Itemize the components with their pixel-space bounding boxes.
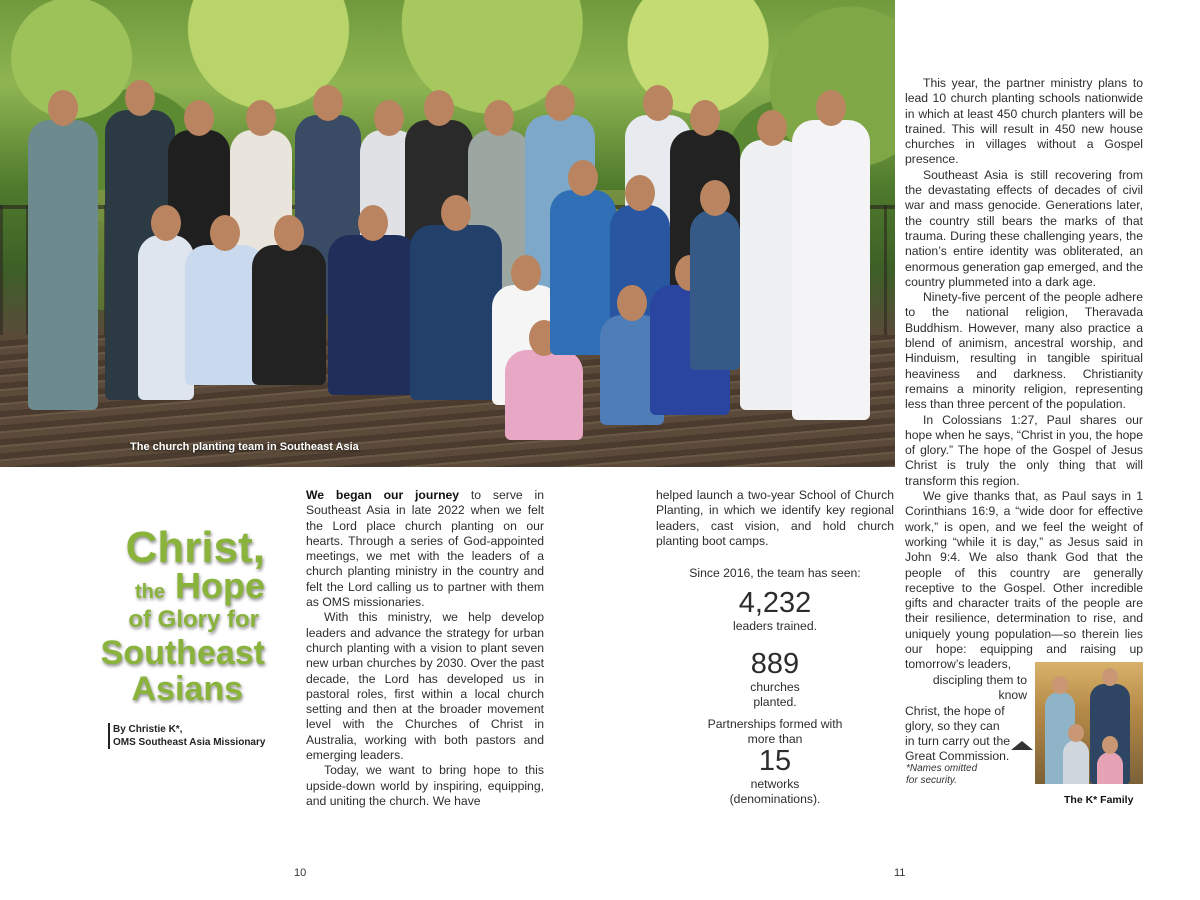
page-number-right: 11 [894, 867, 906, 879]
byline-role: OMS Southeast Asia Missionary [113, 737, 266, 748]
col3-paragraph-4: In Colossians 1:27, Paul shares our hope when he says, “Christ in you, the hope of glory.” The hope of the Gospel of Jesus Christ is truly the only thing that will transform this region. [905, 412, 1143, 488]
stat-label: churches planted. [750, 680, 800, 709]
title-line-1: Christ, [125, 523, 265, 572]
note-line: *Names omitted [906, 763, 978, 774]
article-title [40, 523, 265, 708]
byline [108, 723, 265, 749]
body-column-3 [905, 76, 1143, 673]
security-note [906, 763, 977, 787]
col3-wrap-line: in turn carry out the [905, 734, 1010, 749]
body-column-1 [306, 488, 544, 809]
body-column-2 [656, 488, 894, 549]
col3-wrap-line: Great Commission. [905, 749, 1010, 764]
team-photo [0, 0, 895, 467]
photo-people [20, 60, 880, 460]
byline-author: By Christie K*, [113, 724, 183, 735]
col1-paragraph-2: With this ministry, we help develop leaders and advance the strategy for urban church planting with a vision to plant seven new urban churches by 2030. Over the past decade, the Lord has developed us in pastoral roles, first within a local church setting and then at the broader movement level with the Churches of Christ in Australia, working with both pastors and emerging leaders. [306, 610, 544, 763]
stat-number: 15 [758, 745, 792, 777]
col3-paragraph-5: We give thanks that, as Paul says in 1 Corinthians 16:9, a “wide door for effective work,” is open, and we feel the weight of working “while it is day,” as Jesus said in John 9:4. We also thank God that the people of this country are generally receptive to the Gospel. Other incredible gifts and character traits of the people are their resilience, determination to rise, and uniquely young population—so therein lies our hope: equipping and raising up tomorrow’s leaders, [905, 489, 1143, 672]
stat-label: leaders trained. [732, 619, 817, 633]
title-line-3: of Glory for [128, 606, 259, 633]
stat-churches [730, 649, 820, 709]
note-line: for security. [906, 775, 957, 786]
col3-wrap-line: glory, so they can [905, 718, 1000, 733]
stat-label: networks (denominations). [729, 777, 821, 806]
col2-paragraph-1: helped launch a two-year School of Church Planting, in which we identify key regional leaders, cast vision, and hold church planting boot camps. [656, 488, 894, 548]
title-line-2 [40, 565, 265, 606]
title-line-5: Asians [131, 670, 243, 708]
title-line-2-big: Hope [175, 565, 265, 606]
stat-networks [705, 717, 845, 806]
stat-prefix: Partnerships formed with more than [707, 717, 843, 746]
col1-lead-in: We began our journey [306, 488, 460, 502]
stat-number: 889 [750, 648, 800, 680]
stat-number: 4,232 [738, 587, 812, 619]
col1-paragraph-1 [306, 488, 544, 610]
col3-wrap-text [905, 673, 1027, 765]
col3-wrap-line: discipling them to know [932, 673, 1027, 703]
photo-caption: The church planting team in Southeast Asia [130, 441, 359, 453]
col3-wrap-line: Christ, the hope of [905, 703, 1005, 718]
title-line-2-small: the [134, 581, 165, 603]
stat-leaders [700, 588, 850, 634]
stats-intro: Since 2016, the team has seen: [689, 566, 861, 580]
col3-paragraph-1: This year, the partner ministry plans to lead 10 church planting schools nationwide in which at least 450 church planters will be trained. This will result in 450 new house churches in villages without a Gospel presence. [905, 76, 1143, 167]
col1-paragraph-1-text: to serve in Southeast Asia in late 2022 when we felt the Lord place church planting on our hearts. Through a series of God-appointed meetings, we met with the leaders of a church planting ministry in the country and felt the Lord calling us to partner with them as OMS missionaries. [306, 488, 544, 610]
col3-paragraph-2: Southeast Asia is still recovering from the devastating effects of decades of civil war and mass genocide. Generations later, the country still bears the marks of that trauma. During these challenging years, the nation’s entire identity was obliterated, an enormous generation gap emerged, and the country plummeted into a dark age. [905, 167, 1143, 289]
title-line-4: Southeast [100, 634, 265, 672]
family-photo-caption: The K* Family [1064, 794, 1134, 806]
page-number-left: 10 [294, 867, 307, 879]
family-photo [1035, 662, 1143, 784]
col1-paragraph-3: Today, we want to bring hope to this upside-down world by inspiring, equipping, and uniting the church. We have [306, 763, 544, 808]
col3-paragraph-3: Ninety-five percent of the people adhere to the national religion, Theravada Buddhism. However, many also practice a blend of animism, ancestral worship, and Hinduism, resulting in tangible spiritual heaviness and darkness. Christianity remains a minority religion, representing less than three percent of the population. [905, 290, 1143, 412]
pointer-arrow-icon [1011, 741, 1033, 750]
